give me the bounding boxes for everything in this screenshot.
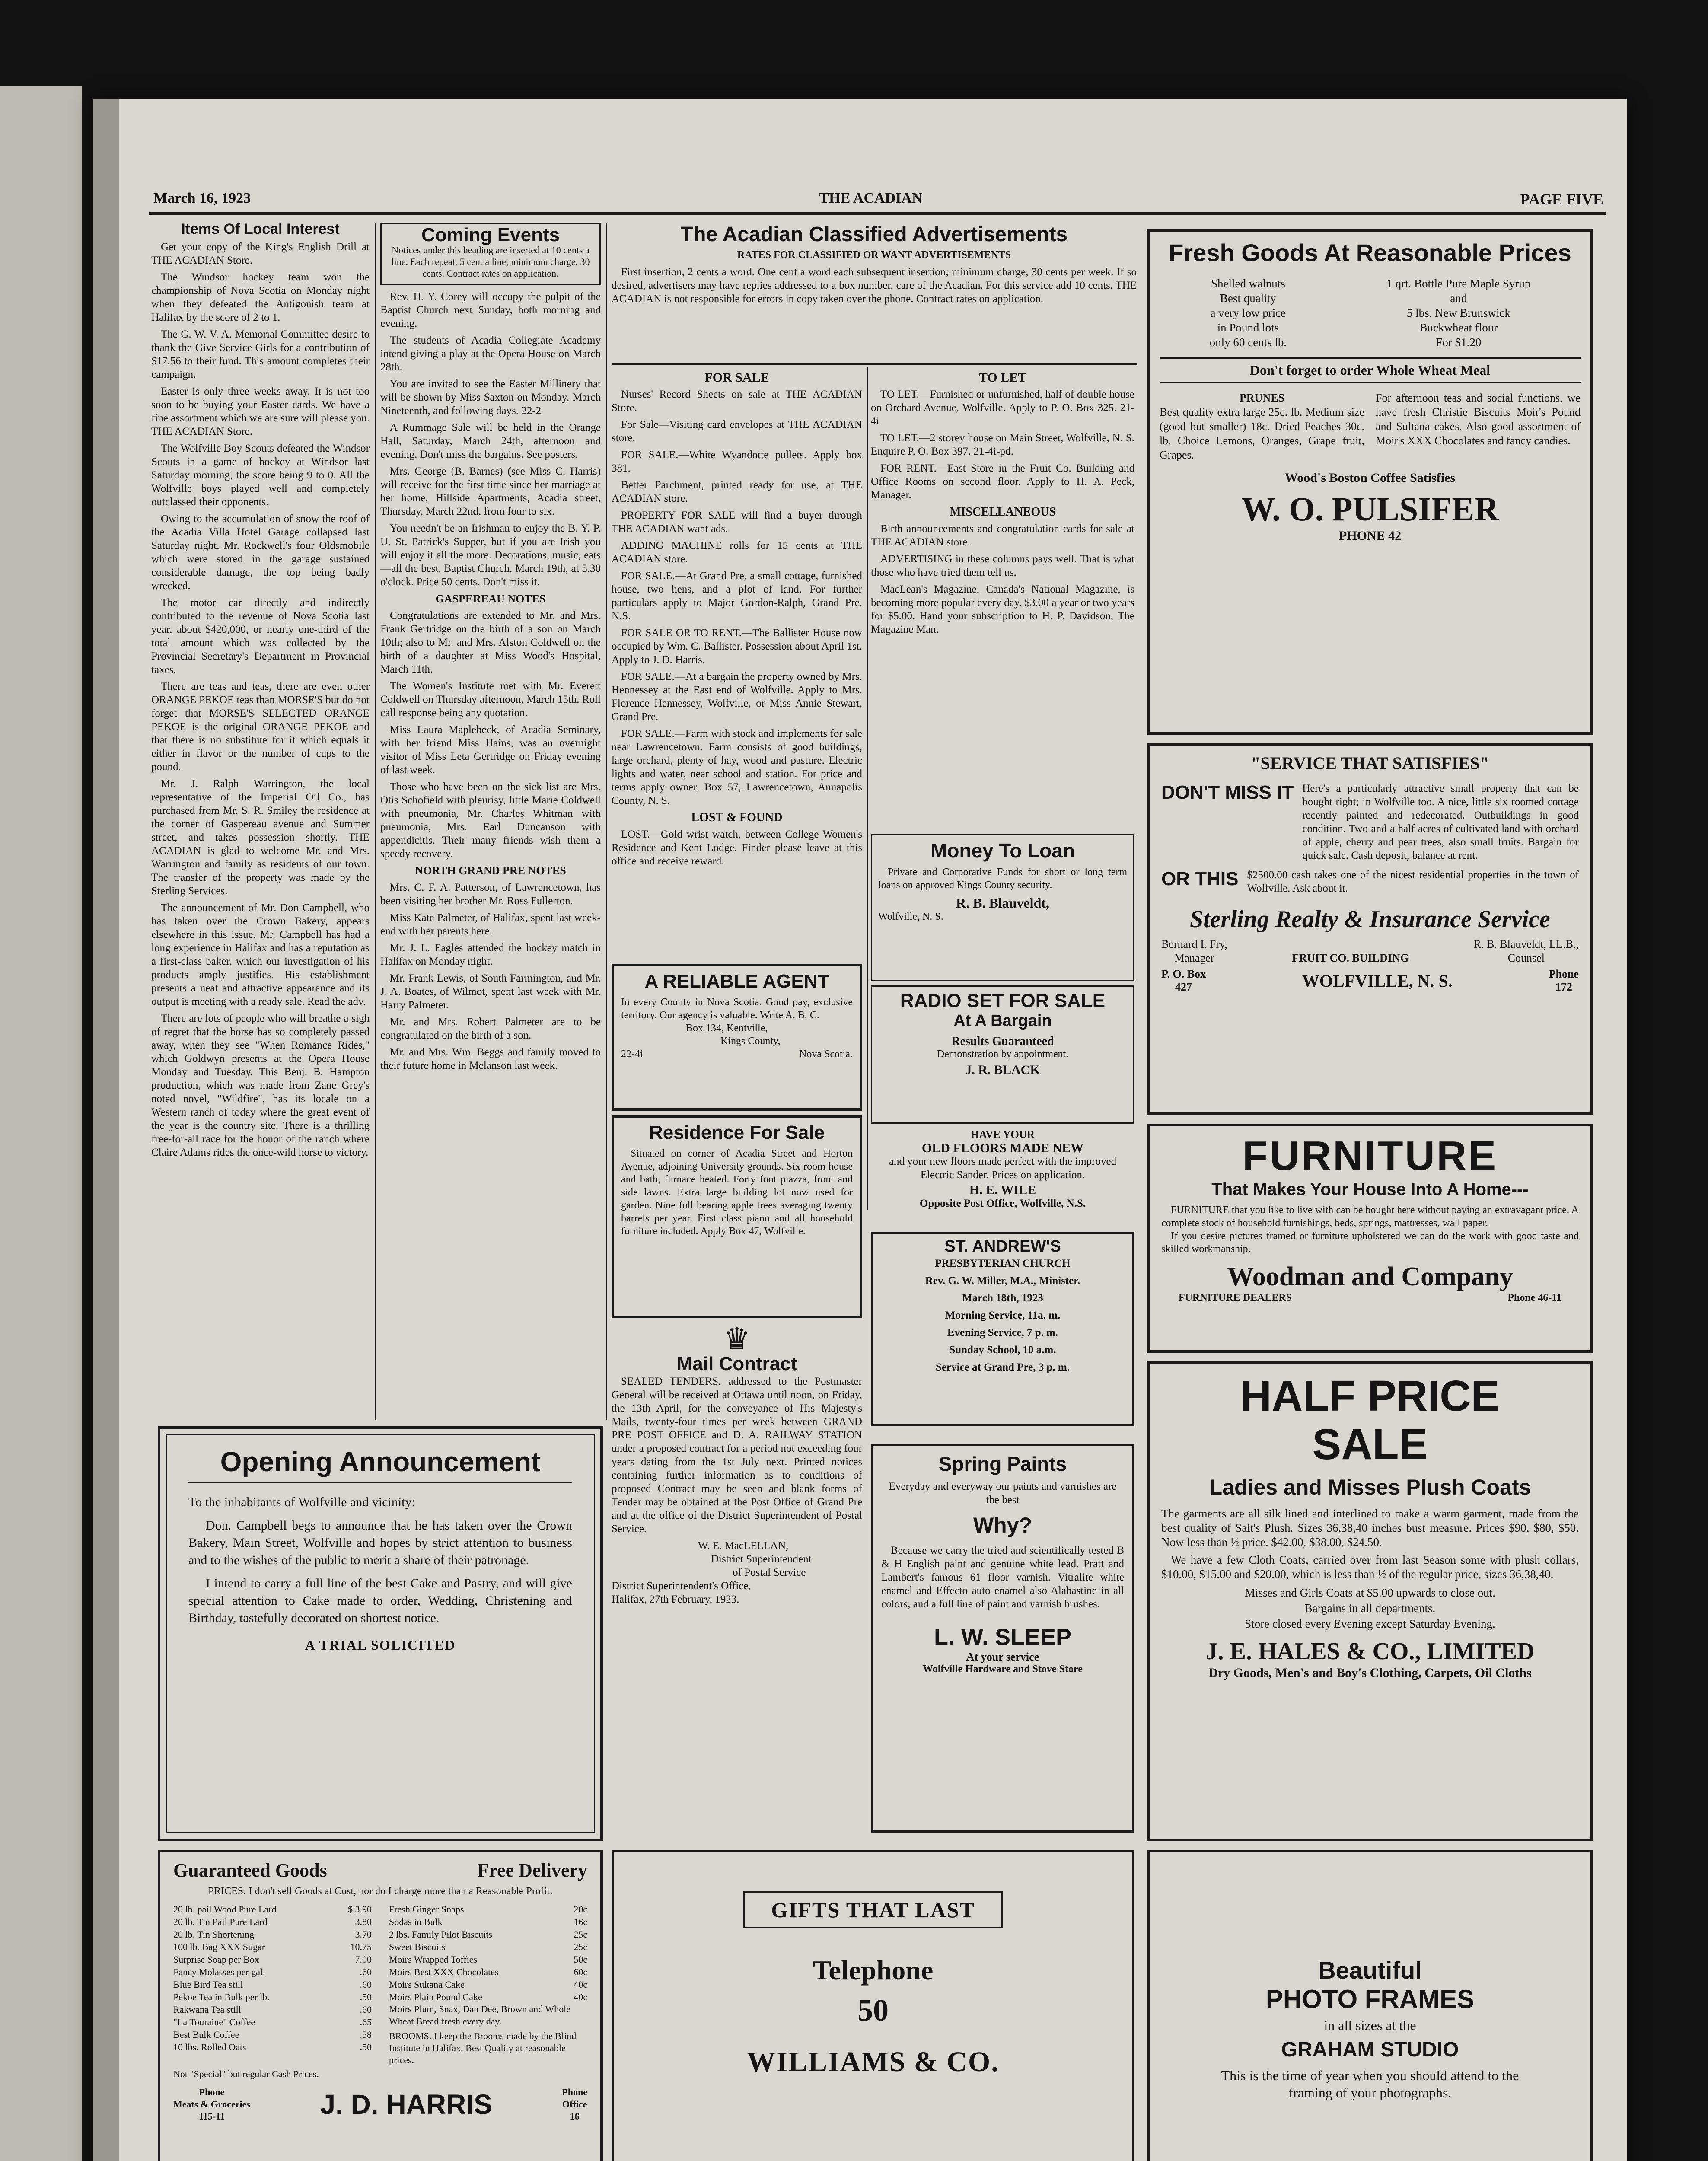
sterling-city: WOLFVILLE, N. S.: [1302, 971, 1453, 991]
pulsifer-syrup-line: and: [1450, 292, 1467, 305]
price-value: 3.70: [355, 1929, 372, 1940]
radio-subtitle: At A Bargain: [953, 1012, 1052, 1030]
sale-body-5: Store closed every Evening except Saturday Evening.: [1245, 1617, 1495, 1630]
north-grand-pre-heading: NORTH GRAND PRE NOTES: [415, 864, 566, 877]
church-subtitle: PRESBYTERIAN CHURCH: [935, 1258, 1071, 1269]
opening-body-2: I intend to carry a full line of the best Cake and Pastry, and will give special attention to Cake made to order, Wedding, Christening and Birthday, tastefully decorated on shortest notice.: [188, 1576, 572, 1625]
price-item: 2 lbs. Family Pilot Biscuits: [389, 1929, 492, 1940]
opening-body: Don. Campbell begs to announce that he has taken over the Crown Bakery, Main Street, Wolfville and hopes by strict attention to business and to the wishes of the public to merit a share of their patronage.: [188, 1518, 572, 1567]
price-item: Best Bulk Coffee: [173, 2029, 239, 2040]
graham-line-1: Beautiful: [1318, 1957, 1422, 1984]
church-minister: Rev. G. W. Miller, M.A., Minister.: [925, 1275, 1080, 1287]
harris-bakery-note: Moirs Plum, Snax, Dan Dee, Brown and Whole Wheat Bread fresh every day.: [389, 2004, 570, 2027]
radio-name: J. R. BLACK: [965, 1063, 1040, 1077]
woodman-footer: [1161, 1292, 1579, 1304]
sterling-building: FRUIT CO. BUILDING: [1292, 952, 1409, 964]
gifts-telephone-label: Telephone: [813, 1955, 934, 1986]
price-row: [173, 1966, 372, 1978]
sterling-counsel: R. B. Blauveldt, LL.B.,: [1473, 938, 1579, 950]
classified-ad: Better Parchment, printed ready for use, at THE ACADIAN store.: [612, 479, 862, 504]
floors-line-3: and your new floors made perfect with the improved Electric Sander. Prices on application.: [889, 1156, 1117, 1181]
free-delivery-heading: Free Delivery: [477, 1860, 587, 1881]
classified-ad: ADVERTISING in these columns pays well. That is what those who have tried them tell us.: [871, 553, 1134, 578]
sterling-counsel-title: Counsel: [1507, 952, 1545, 964]
price-row: [389, 1941, 587, 1953]
to-let-column: [871, 367, 1134, 830]
local-item: The G. W. V. A. Memorial Committee desire to thank the Give Service Girls for a contribution of $17.56 to their fund. This amount completes their campaign.: [151, 328, 370, 380]
sterling-manager: Bernard I. Fry,: [1161, 938, 1227, 950]
harris-phone-1-dept: Meats & Groceries: [173, 2099, 250, 2110]
floors-line-1: HAVE YOUR: [971, 1129, 1035, 1141]
floors-line-2: OLD FLOORS MADE NEW: [921, 1141, 1084, 1155]
graham-body: This is the time of year when you should attend to the framing of your photographs.: [1221, 2068, 1519, 2100]
price-row: [389, 1928, 587, 1941]
residence-title: Residence For Sale: [649, 1122, 825, 1143]
radio-set-ad: [871, 985, 1134, 1124]
residence-body: Situated on corner of Acadia Street and Horton Avenue, adjoining University grounds. Six room house and bath, furnace heated. Forty foot piazza, front and side lawns. Extra large building lot now used for garden. Nine full bearing apple trees averaging twenty barrels per year. First class piano and all household furniture included. Apply Box 47, Wolfville.: [621, 1148, 853, 1237]
furniture-body-2: If you desire pictures framed or furniture upholstered we can do the work with good taste and skilled workmanship.: [1161, 1230, 1579, 1255]
graham-line-3: in all sizes at the: [1324, 2018, 1416, 2033]
masthead-rule: [149, 212, 1606, 215]
church-service: Service at Grand Pre, 3 p. m.: [936, 1361, 1070, 1373]
event-item: Those who have been on the sick list are Mrs. Otis Schofield with pleurisy, little Marie Coldwell with pneumonia, Mr. Charles Whitman with pneumonia, Mrs. Earl Duncanson with appendicitis. Their many friends wish them a speedy recovery.: [380, 781, 601, 860]
agent-code: 22-4i: [621, 1049, 643, 1060]
price-value: 50c: [574, 1954, 587, 1965]
furniture-body: FURNITURE that you like to live with can be bought here without paying an extravagant price. A complete stock of household furnishings, beds, springs, mattresses, wall paper.: [1161, 1205, 1579, 1229]
price-value: .60: [360, 1979, 372, 1990]
graham-name: GRAHAM STUDIO: [1281, 2038, 1459, 2061]
paints-store: Wolfville Hardware and Stove Store: [923, 1664, 1083, 1675]
radio-title: RADIO SET FOR SALE: [900, 990, 1106, 1011]
local-interest-title: Items Of Local Interest: [181, 223, 340, 237]
event-item: You needn't be an Irishman to enjoy the B. Y. P. U. St. Patrick's Supper, but if you are Irish you will enjoy it all the more. Decorations, music, eats—all the best. Baptist Church, March 19th, at 5.30 o'clock. Price 50 cents. Don't miss it.: [380, 523, 601, 588]
pulsifer-syrup-line: 5 lbs. New Brunswick: [1406, 306, 1510, 319]
paints-body: Because we carry the tried and scientifically tested B & H English paint and genuine white lead. Pratt and Lambert's famous 61 floor varnish. Vitralite white enamel and Effecto auto enamel also Alabastine in all colors, and a full line of paint and varnish brushes.: [881, 1545, 1124, 1610]
price-item: 20 lb. Tin Shortening: [173, 1929, 255, 1940]
previous-page-edge: [0, 86, 82, 2161]
mail-office: District Superintendent's Office,: [612, 1580, 751, 1592]
classified-ad: Nurses' Record Sheets on sale at THE ACADIAN Store.: [612, 389, 862, 414]
event-item: Mrs. George (B. Barnes) (see Miss C. Harris) will receive for the first time since her marriage at her home, Hillside Apartments, Acadia street, Thursday, March 22nd, from four to six.: [380, 465, 601, 517]
mail-date: Halifax, 27th February, 1923.: [612, 1594, 739, 1605]
price-value: 10.75: [350, 1941, 372, 1952]
money-to-loan-ad: [871, 834, 1134, 981]
local-interest-column: [151, 223, 370, 1420]
sterling-slogan: "SERVICE THAT SATISFIES": [1251, 753, 1489, 773]
sale-body-2: We have a few Cloth Coats, carried over from last Season some with plush collars, $10.00, $15.00 and $20.00, which is less than ½ of the regular price, sizes 36,38,40.: [1161, 1553, 1579, 1581]
column-rule: [606, 223, 607, 1420]
classified-subtitle: RATES FOR CLASSIFIED OR WANT ADVERTISEMENTS: [737, 249, 1011, 261]
price-row: [389, 1903, 587, 1916]
sale-body-4: Bargains in all departments.: [1304, 1602, 1436, 1615]
sterling-offer-2: [1161, 868, 1579, 895]
masthead-title: THE ACADIAN: [819, 190, 923, 206]
harris-price-lists: [173, 1903, 587, 2066]
price-value: .58: [360, 2029, 372, 2040]
price-row: [389, 1916, 587, 1928]
masthead-date: March 16, 1923: [153, 190, 251, 206]
price-value: 25c: [574, 1941, 587, 1952]
pulsifer-phone: PHONE 42: [1338, 529, 1402, 543]
dont-miss-body: Here's a particularly attractive small property that can be bought right; in Wolfville too. A nice, little six roomed cottage recently painted and redecorated. Outbuildings in good condition. Two and a half acres of cultivated land with orchard of apple, cherry and pear trees, also small fruits. Bargain for quick sale. Cash deposit, balance at rent.: [1302, 783, 1579, 861]
hales-name: J. E. HALES & CO., LIMITED: [1205, 1638, 1535, 1665]
sterling-phone-label: Phone: [1549, 968, 1579, 980]
classified-header: [612, 223, 1137, 361]
sterling-manager-title: Manager: [1174, 952, 1214, 964]
price-value: 40c: [574, 1992, 587, 2002]
opening-announcement-ad: [158, 1426, 603, 1841]
graham-studio-ad: [1147, 1850, 1593, 2161]
paints-service: At your service: [966, 1651, 1039, 1663]
price-row: [389, 1966, 587, 1978]
agent-address-2: Kings County,: [720, 1036, 781, 1047]
sale-heading-2: SALE: [1312, 1420, 1428, 1469]
pulsifer-title: Fresh Goods At Reasonable Prices: [1169, 239, 1571, 266]
woodman-furniture-ad: [1147, 1124, 1593, 1353]
classified-title: The Acadian Classified Advertisements: [680, 223, 1068, 246]
sterling-name: Sterling Realty & Insurance Service: [1190, 906, 1550, 933]
price-item: "La Touraine" Coffee: [173, 2017, 255, 2027]
mail-signatory: W. E. MacLELLAN,: [698, 1540, 789, 1552]
price-item: Fancy Molasses per gal.: [173, 1967, 265, 1977]
harris-right-list: [389, 1903, 587, 2066]
local-item: Mr. J. Ralph Warrington, the local representative of the Imperial Oil Co., has purchased from Mr. S. R. Smiley the residence at the corner of Gaspereau avenue and Summer street, and takes possession shortly. THE ACADIAN is glad to welcome Mr. and Mrs. Warrington and family as residents of our town. The transfer of the property was made by the Sterling Services.: [151, 778, 370, 897]
price-row: [173, 1991, 372, 2003]
floors-name: H. E. WILE: [969, 1183, 1036, 1197]
price-value: 25c: [574, 1929, 587, 1940]
harris-name: J. D. HARRIS: [320, 2089, 492, 2120]
price-value: 16c: [574, 1916, 587, 1927]
price-item: 10 lbs. Rolled Oats: [173, 2042, 246, 2053]
loan-place: Wolfville, N. S.: [878, 911, 943, 922]
event-item: Mr. Frank Lewis, of South Farmington, and Mr. J. A. Boates, of Wilmot, spent last week with Mr. Harry Palmeter.: [380, 972, 601, 1011]
graham-line-2: PHOTO FRAMES: [1265, 1985, 1475, 2014]
sterling-box-label: P. O. Box: [1161, 968, 1206, 980]
sale-heading-1: HALF PRICE: [1240, 1372, 1500, 1420]
to-let-heading: TO LET: [978, 370, 1027, 385]
classified-ad: FOR SALE OR TO RENT.—The Ballister House now occupied by Wm. C. Ballister. Possession about April 1st. Apply to J. D. Harris.: [612, 627, 862, 666]
classified-ad: TO LET.—Furnished or unfurnished, half of double house on Orchard Avenue, Wolfville. Apply to P. O. Box 325. 21-4i: [871, 389, 1134, 427]
radio-guarantee: Results Guaranteed: [951, 1035, 1054, 1048]
mail-contract-body: SEALED TENDERS, addressed to the Postmaster General will be received at Ottawa until noon, on Friday, the 13th April, for the conveyance of His Majesty's Mails, twenty-four times per week between GRAND PRE POST OFFICE and D. A. RAILWAY STATION under a proposed contract for a period not exceeding four years dating from the 1st July next. Printed notices containing further information as to conditions of proposed Contract may be seen and blank forms of Tender may be obtained at the Post Office of Grand Pre and at the office of the District Superintendent of Postal Service.: [612, 1376, 862, 1535]
harris-phone-1-label: Phone: [199, 2087, 225, 2097]
paints-why: Why?: [973, 1513, 1032, 1537]
church-service: Morning Service, 11a. m.: [945, 1310, 1061, 1321]
column-rule: [375, 223, 376, 1420]
loan-title: Money To Loan: [930, 839, 1075, 862]
or-this-heading: OR THIS: [1161, 868, 1239, 889]
price-row: [173, 2028, 372, 2041]
sterling-phone-number: 172: [1555, 981, 1572, 993]
price-value: .65: [360, 2017, 372, 2027]
price-item: 100 lb. Bag XXX Sugar: [173, 1941, 265, 1952]
furniture-title: FURNITURE: [1242, 1133, 1498, 1179]
harris-footer: [173, 2086, 587, 2123]
price-value: 60c: [574, 1967, 587, 1977]
pulsifer-coffee: Wood's Boston Coffee Satisfies: [1284, 471, 1456, 485]
hales-half-price-sale-ad: [1147, 1361, 1593, 1841]
residence-for-sale-ad: [612, 1115, 862, 1318]
pulsifer-social: For afternoon teas and social functions, we have fresh Christie Biscuits Moir's Pound and Sultana cakes. Also good assortment of Moir's XXX Chocolates and fancy candies.: [1376, 392, 1581, 447]
price-row: [173, 2041, 372, 2053]
agent-title: A RELIABLE AGENT: [644, 971, 829, 992]
sale-body: The garments are all silk lined and interlined to make a warm garment, made from the best quality of Salt's Plush. Sizes 36,38,40 inches bust measure. Prices $90, $80, $50. Now less than ½ price. $42.00, $38.00, $24.50.: [1161, 1507, 1579, 1549]
harris-phone-1-number: 115-11: [199, 2111, 225, 2122]
local-item: The announcement of Mr. Don Campbell, who has taken over the Crown Bakery, appears elsewhere in this issue. Mr. Campbell has had a long experience in Halifax and has a reputation as a first-class baker, which our investigation of his products amply justifies. His establishment presents a neat and attractive appearance and its output is meeting with a ready sale. Read the adv.: [151, 902, 370, 1007]
price-row: [173, 1978, 372, 1991]
mail-contract-notice: [612, 1323, 862, 1833]
floors-address: Opposite Post Office, Wolfville, N.S.: [919, 1198, 1086, 1209]
sterling-realty-ad: [1147, 743, 1593, 1115]
williams-gifts-ad: [612, 1850, 1134, 2161]
floors-ad: [871, 1128, 1134, 1227]
woodman-phone: Phone 46-11: [1507, 1292, 1561, 1304]
local-item: The motor car directly and indirectly contributed to the revenue of Nova Scotia last year, about $420,000, or nearly one-third of the total amount which was collected by the Provincial Secretary's Department in Provincial taxes.: [151, 597, 370, 676]
woodman-name: Woodman and Company: [1227, 1262, 1513, 1291]
pulsifer-walnut-line: a very low price: [1210, 306, 1286, 319]
price-row: [389, 1953, 587, 1966]
price-row: [173, 1916, 372, 1928]
classified-ad: FOR SALE.—At Grand Pre, a small cottage, furnished house, two hens, and a plot of land. For further particulars apply to Major Gordon-Ralph, Grand Pre, N.S.: [612, 570, 862, 622]
page-number: PAGE FIVE: [1520, 191, 1603, 208]
classified-ad: FOR RENT.—East Store in the Fruit Co. Building and Office Rooms on second floor. Apply to H. A. Peck, Manager.: [871, 462, 1134, 501]
pulsifer-specials: [1160, 276, 1581, 350]
lost-found-heading: LOST & FOUND: [691, 811, 783, 824]
opening-greeting: To the inhabitants of Wolfville and vicinity:: [188, 1495, 415, 1509]
price-item: Sodas in Bulk: [389, 1916, 443, 1927]
royal-crest-icon: ♛: [723, 1323, 751, 1356]
gaspereau-notes-heading: GASPEREAU NOTES: [435, 593, 546, 605]
price-row: [389, 1991, 587, 2003]
price-row: [173, 1953, 372, 1966]
church-service: Evening Service, 7 p. m.: [947, 1327, 1058, 1339]
page-gutter: [93, 99, 119, 2161]
price-value: .60: [360, 2004, 372, 2015]
mail-title-2: of Postal Service: [733, 1567, 806, 1578]
coming-events-note: Notices under this heading are inserted at 10 cents a line. Each repeat, 5 cent a line; minimum charge, 30 cents. Contract rates on application.: [391, 245, 590, 279]
coming-events-box: [380, 223, 601, 285]
events-column: [380, 223, 601, 1420]
gifts-title: GIFTS THAT LAST: [743, 1891, 1003, 1928]
price-row: [173, 1941, 372, 1953]
price-item: Surprise Soap per Box: [173, 1954, 259, 1965]
classified-ad: LOST.—Gold wrist watch, between College Women's Residence and Kent Lodge. Finder please leave at this office and receive reward.: [612, 829, 862, 867]
pulsifer-banner: Don't forget to order Whole Wheat Meal: [1160, 357, 1581, 383]
newspaper-page: [93, 99, 1627, 2161]
classified-ad: FOR SALE.—At a bargain the property owned by Mrs. Hennessey at the East end of Wolfville. Apply to Mrs. Florence Hennessey, Wolfville, or Miss Annie Stewart, Grand Pre.: [612, 671, 862, 723]
harris-phone-2-number: 16: [570, 2111, 580, 2122]
opening-title: Opening Announcement: [188, 1446, 572, 1483]
harris-brooms-note: BROOMS. I keep the Brooms made by the Blind Institute in Halifax. Best Quality at reasonable prices.: [389, 2030, 577, 2065]
miscellaneous-heading: MISCELLANEOUS: [950, 505, 1056, 519]
price-item: Fresh Ginger Snaps: [389, 1904, 464, 1915]
harris-prices-note: PRICES: I don't sell Goods at Cost, nor do I charge more than a Reasonable Profit.: [208, 1886, 553, 1897]
price-row: [173, 2003, 372, 2016]
reliable-agent-ad: [612, 964, 862, 1111]
dont-miss-heading: DON'T MISS IT: [1161, 782, 1294, 803]
or-this-body: $2500.00 cash takes one of the nicest residential properties in the town of Wolfville. Ask about it.: [1247, 869, 1579, 894]
prunes-body: Best quality extra large 25c. lb. Medium size (good but smaller) 18c. Dried Peaches 30c. lb. Choice Lemons, Oranges, Grape fruit, Grapes.: [1160, 406, 1364, 461]
paints-tagline: Everyday and everyway our paints and varnishes are the best: [889, 1481, 1117, 1506]
price-value: 40c: [574, 1979, 587, 1990]
church-title: ST. ANDREW'S: [944, 1237, 1061, 1256]
for-sale-heading: FOR SALE: [704, 370, 769, 385]
event-item: Mr. J. L. Eagles attended the hockey match in Halifax on Monday night.: [380, 942, 601, 967]
church-service: Sunday School, 10 a.m.: [949, 1344, 1056, 1356]
hales-tag: Dry Goods, Men's and Boy's Clothing, Carpets, Oil Cloths: [1208, 1666, 1532, 1680]
event-item: Rev. H. Y. Corey will occupy the pulpit of the Baptist Church next Sunday, both morning and evening.: [380, 291, 601, 329]
local-item: There are lots of people who will breathe a sigh of regret that the horse has so completely passed away, when they see "When Romance Rides," which Goldwyn presents at the Opera House Monday and Tuesday. This Benj. B. Hampton production, which was made from Zane Grey's noted novel, "Wildfire", has its locale on a Western ranch of today where the great event of the year is the country site. There is a thrilling free-for-all race for the honor of the ranch where Claire Adams rides the once-wild horse to victory.: [151, 1013, 370, 1158]
mail-title-1: District Superintendent: [711, 1553, 812, 1565]
event-item: Miss Kate Palmeter, of Halifax, spent last week-end with her parents here.: [380, 912, 601, 937]
williams-name: WILLIAMS & CO.: [747, 2046, 999, 2078]
harris-phone-2-label: Phone: [562, 2087, 587, 2097]
event-item: Miss Laura Maplebeck, of Acadia Seminary, with her friend Miss Hains, was an overnight visitor of Miss Leta Gertridge on Friday evening of last week.: [380, 724, 601, 776]
pulsifer-walnut-line: Best quality: [1220, 292, 1276, 305]
local-item: The Windsor hockey team won the championship of Nova Scotia on Monday night when they defeated the Antigonish team at Halifax by the score of 2 to 1.: [151, 271, 370, 323]
price-item: Moirs Sultana Cake: [389, 1979, 465, 1990]
price-row: [173, 1903, 372, 1916]
price-item: Blue Bird Tea still: [173, 1979, 243, 1990]
price-item: Rakwana Tea still: [173, 2004, 241, 2015]
harris-header: [173, 1859, 587, 1881]
prunes-heading: PRUNES: [1239, 392, 1284, 404]
event-item: You are invited to see the Easter Millinery that will be shown by Miss Saxton on Monday, March Nineteenth, and following days. 22-2: [380, 378, 601, 417]
event-item: The students of Acadia Collegiate Academy intend giving a play at the Opera House on March 28th.: [380, 335, 601, 373]
classified-ad: FOR SALE.—Farm with stock and implements for sale near Lawrencetown. Farm consists of good buildings, large orchard, plenty of hay, wood and pasture. Electric lights and water, near school and station. For price and terms apply owner, Box 57, Lawrencetown, Annapolis County, N. S.: [612, 728, 862, 806]
spring-paints-ad: [871, 1444, 1134, 1833]
classified-ad: ADDING MACHINE rolls for 15 cents at THE ACADIAN store.: [612, 540, 862, 565]
price-row: [389, 1978, 587, 1991]
loan-name: R. B. Blauveldt,: [956, 895, 1050, 911]
gifts-telephone-number: 50: [857, 1993, 889, 2027]
column-rule: [867, 367, 868, 1210]
agent-address-1: Box 134, Kentville,: [686, 1023, 768, 1034]
guaranteed-goods-heading: Guaranteed Goods: [173, 1860, 327, 1881]
woodman-tag: FURNITURE DEALERS: [1179, 1292, 1292, 1304]
price-item: Pekoe Tea in Bulk per lb.: [173, 1992, 270, 2002]
sterling-staff: [1161, 937, 1579, 965]
price-item: Moirs Wrapped Toffies: [389, 1954, 478, 1965]
agent-address-3: Nova Scotia.: [799, 1049, 853, 1060]
loan-body: Private and Corporative Funds for short or long term loans on approved Kings County security.: [878, 867, 1127, 891]
price-item: Sweet Biscuits: [389, 1941, 446, 1952]
furniture-subtitle: That Makes Your House Into A Home---: [1211, 1180, 1529, 1199]
paints-title: Spring Paints: [938, 1453, 1067, 1475]
pulsifer-syrup-line: Buckwheat flour: [1419, 321, 1498, 334]
event-item: Mr. and Mrs. Robert Palmeter are to be congratulated on the birth of a son.: [380, 1016, 601, 1041]
sale-body-3: Misses and Girls Coats at $5.00 upwards to close out.: [1245, 1586, 1495, 1599]
local-item: Get your copy of the King's English Drill at THE ACADIAN Store.: [151, 241, 370, 266]
sterling-contact: [1161, 968, 1579, 994]
price-item: Moirs Best XXX Chocolates: [389, 1967, 499, 1977]
opening-inner-border: [166, 1434, 595, 1833]
event-item: A Rummage Sale will be held in the Orange Hall, Saturday, March 24th, afternoon and evening. Don't miss the bargains. See posters.: [380, 422, 601, 460]
pulsifer-walnut-line: in Pound lots: [1217, 321, 1279, 334]
local-item: Owing to the accumulation of snow the roof of the Acadia Villa Hotel Garage collapsed last Saturday night. Mr. Rockwell's four Oldsmobile which were stored in the garage sustained considerable damage, the top being badly wrecked.: [151, 513, 370, 592]
pulsifer-details: [1160, 391, 1581, 462]
sale-subtitle: Ladies and Misses Plush Coats: [1209, 1475, 1531, 1499]
sterling-offer-1: [1161, 782, 1579, 862]
local-item: There are teas and teas, there are even other ORANGE PEKOE teas than MORSE'S but do not forget that MORSE'S SELECTED ORANGE PEKOE is the original ORANGE PEKOE and that there is no substitute for it which equals it either in flavor or the number of cups to the pound.: [151, 681, 370, 773]
local-item: The Wolfville Boy Scouts defeated the Windsor Scouts in a game of hockey at Windsor last Saturday morning, the score being 9 to 0. All the Wolfville boys played well and completely outclassed their opponents.: [151, 443, 370, 508]
pulsifer-walnut-line: only 60 cents lb.: [1209, 336, 1287, 349]
coming-events-title: Coming Events: [421, 224, 560, 245]
price-row: [173, 2016, 372, 2028]
sterling-box-number: 427: [1175, 981, 1192, 993]
event-item: Mr. and Mrs. Wm. Beggs and family moved to their future home in Melanson last week.: [380, 1046, 601, 1071]
price-item: Moirs Plain Pound Cake: [389, 1992, 482, 2002]
harris-grocery-ad: [158, 1850, 603, 2161]
price-value: 7.00: [355, 1954, 372, 1965]
pulsifer-walnut-line: Shelled walnuts: [1211, 277, 1285, 290]
pulsifer-syrup-line: 1 qrt. Bottle Pure Maple Syrup: [1386, 277, 1531, 290]
price-item: 20 lb. pail Wood Pure Lard: [173, 1904, 277, 1915]
pulsifer-name: W. O. PULSIFER: [1241, 490, 1499, 528]
harris-left-list: [173, 1903, 372, 2066]
price-value: 20c: [574, 1904, 587, 1915]
local-item: Easter is only three weeks away. It is not too soon to be buying your Easter cards. We have a fine assortment which we are sure will please you. THE ACADIAN Store.: [151, 386, 370, 437]
paints-name: L. W. SLEEP: [934, 1624, 1072, 1650]
radio-demo: Demonstration by appointment.: [937, 1049, 1069, 1060]
harris-special-note: Not "Special" but regular Cash Prices.: [173, 2069, 319, 2079]
price-value: $ 3.90: [348, 1904, 372, 1915]
event-item: Mrs. C. F. A. Patterson, of Lawrencetown, has been visiting her brother Mr. Ross Fullerton.: [380, 882, 601, 907]
agent-body: In every County in Nova Scotia. Good pay, exclusive territory. Our agency is valuable. Write A. B. C.: [621, 997, 853, 1021]
pulsifer-ad: [1147, 229, 1593, 735]
price-value: .50: [360, 2042, 372, 2053]
harris-phone-2-dept: Office: [562, 2099, 587, 2110]
classified-ad: MacLean's Magazine, Canada's National Magazine, is becoming more popular every day. $3.00 a year or two years for $5.00. Hand your subscription to H. P. Davidson, The Magazine Man.: [871, 583, 1134, 635]
event-item: Congratulations are extended to Mr. and Mrs. Frank Gertridge on the birth of a son on March 10th; also to Mr. and Mrs. Alston Coldwell on the birth of a daughter at Miss Wood's Hospital, March 11th.: [380, 610, 601, 675]
mail-contract-title: Mail Contract: [676, 1353, 797, 1374]
price-value: .60: [360, 1967, 372, 1977]
classified-ad: TO LET.—2 storey house on Main Street, Wolfville, N. S. Enquire P. O. Box 397. 21-4i-pd.: [871, 432, 1134, 457]
classified-rule: [612, 363, 1137, 365]
classified-ad: PROPERTY FOR SALE will find a buyer through THE ACADIAN want ads.: [612, 510, 862, 535]
pulsifer-syrup-line: For $1.20: [1436, 336, 1482, 349]
for-sale-column: [612, 367, 862, 959]
price-value: .50: [360, 1992, 372, 2002]
price-row: [173, 1928, 372, 1941]
classified-ad: For Sale—Visiting card envelopes at THE ACADIAN store.: [612, 419, 862, 444]
st-andrews-church-ad: [871, 1232, 1134, 1426]
price-value: 3.80: [355, 1916, 372, 1927]
church-date: March 18th, 1923: [962, 1292, 1043, 1304]
classified-ad: FOR SALE.—White Wyandotte pullets. Apply box 381.: [612, 449, 862, 474]
classified-rates: First insertion, 2 cents a word. One cent a word each subsequent insertion; minimum charge, 30 cents per week. If so desired, advertisers may have replies addressed to a box number, care of the Acadian. For this service add 10 cents. THE ACADIAN is not responsible for errors in copy taken over the phone. Contract rates on application.: [612, 266, 1137, 305]
price-item: 20 lb. Tin Pail Pure Lard: [173, 1916, 268, 1927]
classified-ad: Birth announcements and congratulation cards for sale at THE ACADIAN store.: [871, 523, 1134, 548]
event-item: The Women's Institute met with Mr. Everett Coldwell on Thursday afternoon, March 15th. Roll call response being any quotation.: [380, 680, 601, 719]
opening-trial: A TRIAL SOLICITED: [305, 1637, 456, 1653]
